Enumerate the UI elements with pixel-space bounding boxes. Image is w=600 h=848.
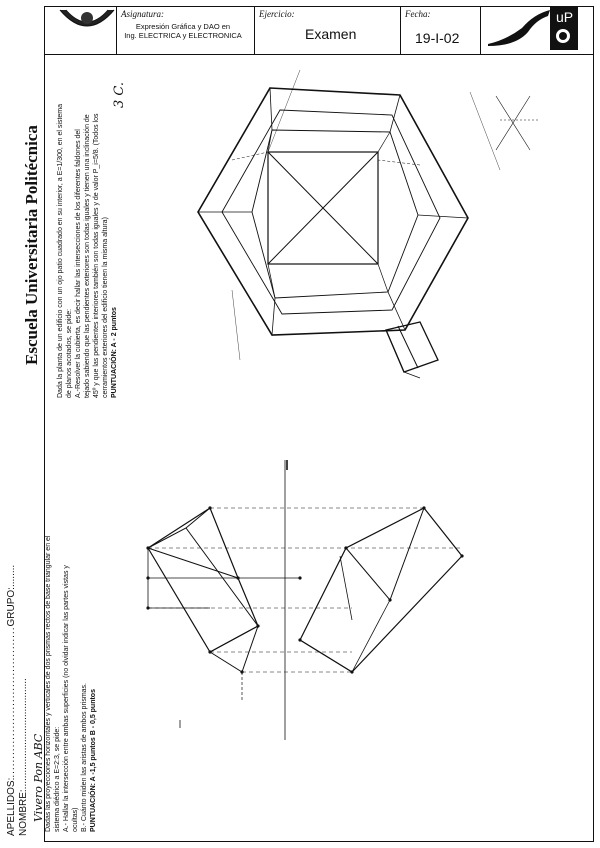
exercise-a-intro2: sistema diédrico a E=2:3, se pide: [54,726,61,832]
nombre-label: NOMBRE: [18,789,29,836]
student-fields: APELLIDOS:........................................GRUPO:........ NOMBRE:........................................ [6,564,29,836]
exercise-a-task-b: B.- Cuánto miden las aristas de ambos prismas. [81,682,88,832]
hexagon-roof-plan [198,70,500,360]
handwritten-name-text: Vivero Pon ABC [32,733,45,822]
vertex-points [146,506,463,673]
apellidos-label: APELLIDOS: [6,777,17,836]
exercise-b-task-a3: 45º y que las pendientes interiores también son todas iguales y de valor P_i=5/8. (Todos los [93,113,100,398]
up-logo-text: uP [556,9,574,25]
school-title: Escuela Universitaria Politécnica [22,125,41,365]
asignatura-label: Asignatura: [121,9,165,19]
asignatura-line2: Ing. ELECTRICA y ELECTRONICA [124,31,242,40]
exercise-b-task-a1: A.-Resolver la cubierta, es decir hallar las intersecciones de los diferentes faldones del [75,129,82,398]
prism-drawings [148,508,462,700]
ejercicio-value: Examen [305,26,357,42]
handwritten-corner-text: 3 C. [112,81,127,108]
exercise-b-task-a2: tejado sabiendo que las pendientes exteriores son todas iguales y tienen una inclinación de [84,114,91,398]
asignatura-line1: Expresión Gráfica y DAO en [135,22,231,31]
exercise-b-intro2: de planos acotados, se pide: [66,308,73,398]
exercise-a-score: PUNTUACIÓN: A -1,5 puntos B - 0,5 puntos [90,689,97,832]
fecha-value: 19-I-02 [415,30,460,46]
exercise-a-task-a1: A.- Hallar la intersección entre ambas superficies (no olvidar indicar las partes vistas y [63,565,70,832]
fecha-label: Fecha: [405,9,431,19]
exercise-b-score: PUNTUACIÓN: A - 2 puntos [111,307,118,398]
exercise-b-intro: Dada la planta de un edificio con un ojo patio cuadrado en su interior, a E=1/300, en el sistema [57,103,64,398]
grupo-label: GRUPO: [6,587,17,627]
corner-sketch [496,96,540,150]
ejercicio-label: Ejercicio: [259,9,295,19]
exercise-a-task-a2: ocultas) [72,807,79,832]
exercise-b-task-a4: cerramientos exteriores del edificio tienen la misma altura) [102,217,109,398]
exercise-a-intro: Dadas las proyecciones horizontales y verticales de dos prismas rectos de base triangular en el [45,535,52,832]
